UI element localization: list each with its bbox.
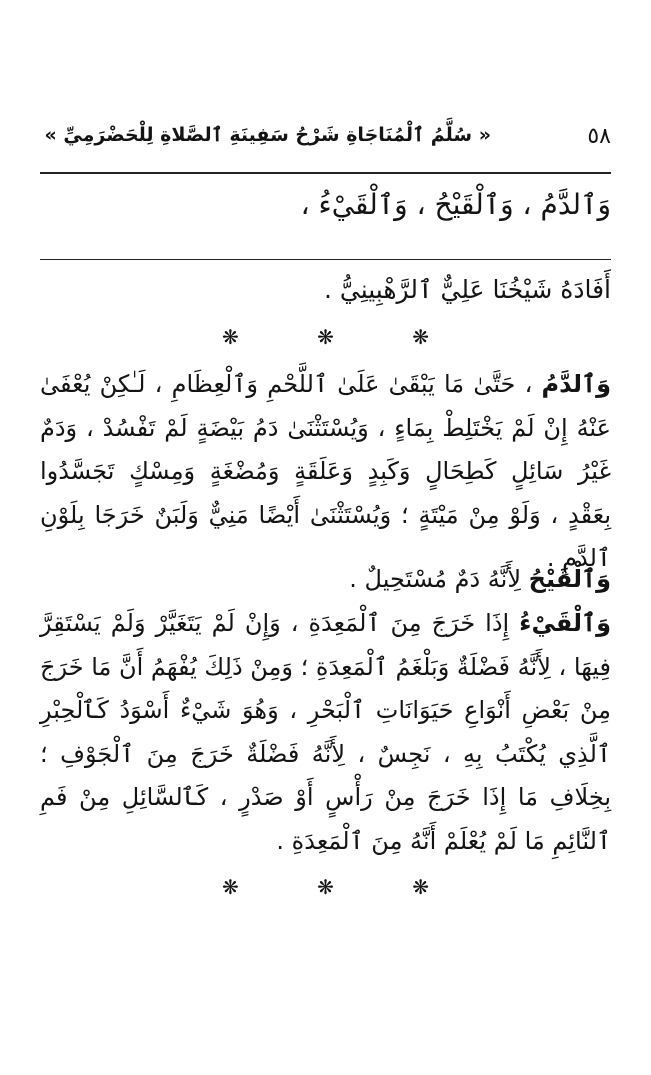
separator-star: ❋ xyxy=(317,875,334,899)
separator-star: ❋ xyxy=(221,875,239,899)
page-number: ٥٨ xyxy=(587,124,611,149)
section-separator-top xyxy=(0,325,651,349)
paragraph-text: إِذَا خَرَجَ مِنَ ٱلْمَعِدَةِ ، وَإِنْ لَمْ يَتَغَيَّرْ وَلَمْ يَسْتَقِرَّ فِيهَا ، لِأَنَّهُ فَضْلَةٌ وَبَلْغَمُ ٱلْمَعِدَةِ ؛ وَمِنْ ذَلِكَ يُفْهَمُ أَنَّ مَا خَرَجَ مِنْ بَعْضِ أَنْوَاعِ حَيَوَانَاتِ ٱلْبَحْرِ ، وَهُوَ شَيْءٌ أَسْوَدُ كَٱلْحِبْرِ ٱلَّذِي يُكْتَبُ بِهِ ، نَجِسٌ ، لِأَنَّهُ فَضْلَةٌ خَرَجَ مِنَ ٱلْجَوْفِ ؛ بِخِلَافِ مَا إِذَا خَرَجَ مِنْ رَأْسٍ أَوْ صَدْرٍ ، كَٱلسَّائِلِ مِنْ فَمِ ٱلنَّائِمِ مَا لَمْ يُعْلَمْ أَنَّهُ مِنَ ٱلْمَعِدَةِ . xyxy=(40,609,611,855)
separator-star: ❋ xyxy=(412,875,429,899)
paragraph-lead-term: وَٱلدَّمُ xyxy=(541,370,611,398)
paragraph-vomit xyxy=(40,602,611,863)
page-header xyxy=(40,120,611,160)
paragraph-text: ، حَتَّىٰ مَا يَبْقَىٰ عَلَىٰ ٱللَّحْمِ وَٱلْعِظَامِ ، لَـٰكِنْ يُعْفَىٰ عَنْهُ إِنْ لَمْ يَخْتَلِطْ بِمَاءٍ ، وَيُسْتَثْنَىٰ دَمُ بَيْضَةٍ لَمْ تَفْسُدْ ، وَدَمٌ غَيْرُ سَائِلٍ كَطِحَالٍ وَكَبِدٍ وَعَلَقَةٍ وَمُضْغَةٍ وَمِسْكٍ تَجَسَّدُوا بِعَقْدٍ ، وَلَوْ مِنْ مَيْتَةٍ ؛ وَيُسْتَثْنَىٰ أَيْضًا مَنِيٌّ وَلَبَنٌ خَرَجَا بِلَوْنِ ٱلدَّمِ . xyxy=(40,370,611,572)
header-rule xyxy=(40,172,611,174)
paragraph-blood xyxy=(40,363,611,581)
section-separator-bottom xyxy=(0,875,651,899)
continued-text-line: وَٱلدَّمُ ، وَٱلْقَيْحُ ، وَٱلْقَيْءُ ، xyxy=(300,188,611,221)
attribution-line: أَفَادَهُ شَيْخُنَا عَلِيٌّ ٱلرَّهْبِينِيُّ . xyxy=(323,275,611,304)
paragraph-text: لِأَنَّهُ دَمٌ مُسْتَحِيلٌ . xyxy=(349,565,529,593)
separator-star: ❋ xyxy=(221,325,239,349)
running-title: « سُلَّمُ ٱلْمُنَاجَاةِ شَرْحُ سَفِينَةِ ٱلصَّلاةِ لِلْحَضْرَمِيِّ » xyxy=(44,124,491,146)
paragraph-pus xyxy=(40,558,611,602)
separator-star: ❋ xyxy=(317,325,334,349)
paragraph-lead-term: وَٱلْقَيْحُ xyxy=(528,565,611,593)
separator-star: ❋ xyxy=(412,325,429,349)
footnote-divider xyxy=(40,259,611,260)
paragraph-lead-term: وَٱلْقَيْءُ xyxy=(519,609,611,637)
